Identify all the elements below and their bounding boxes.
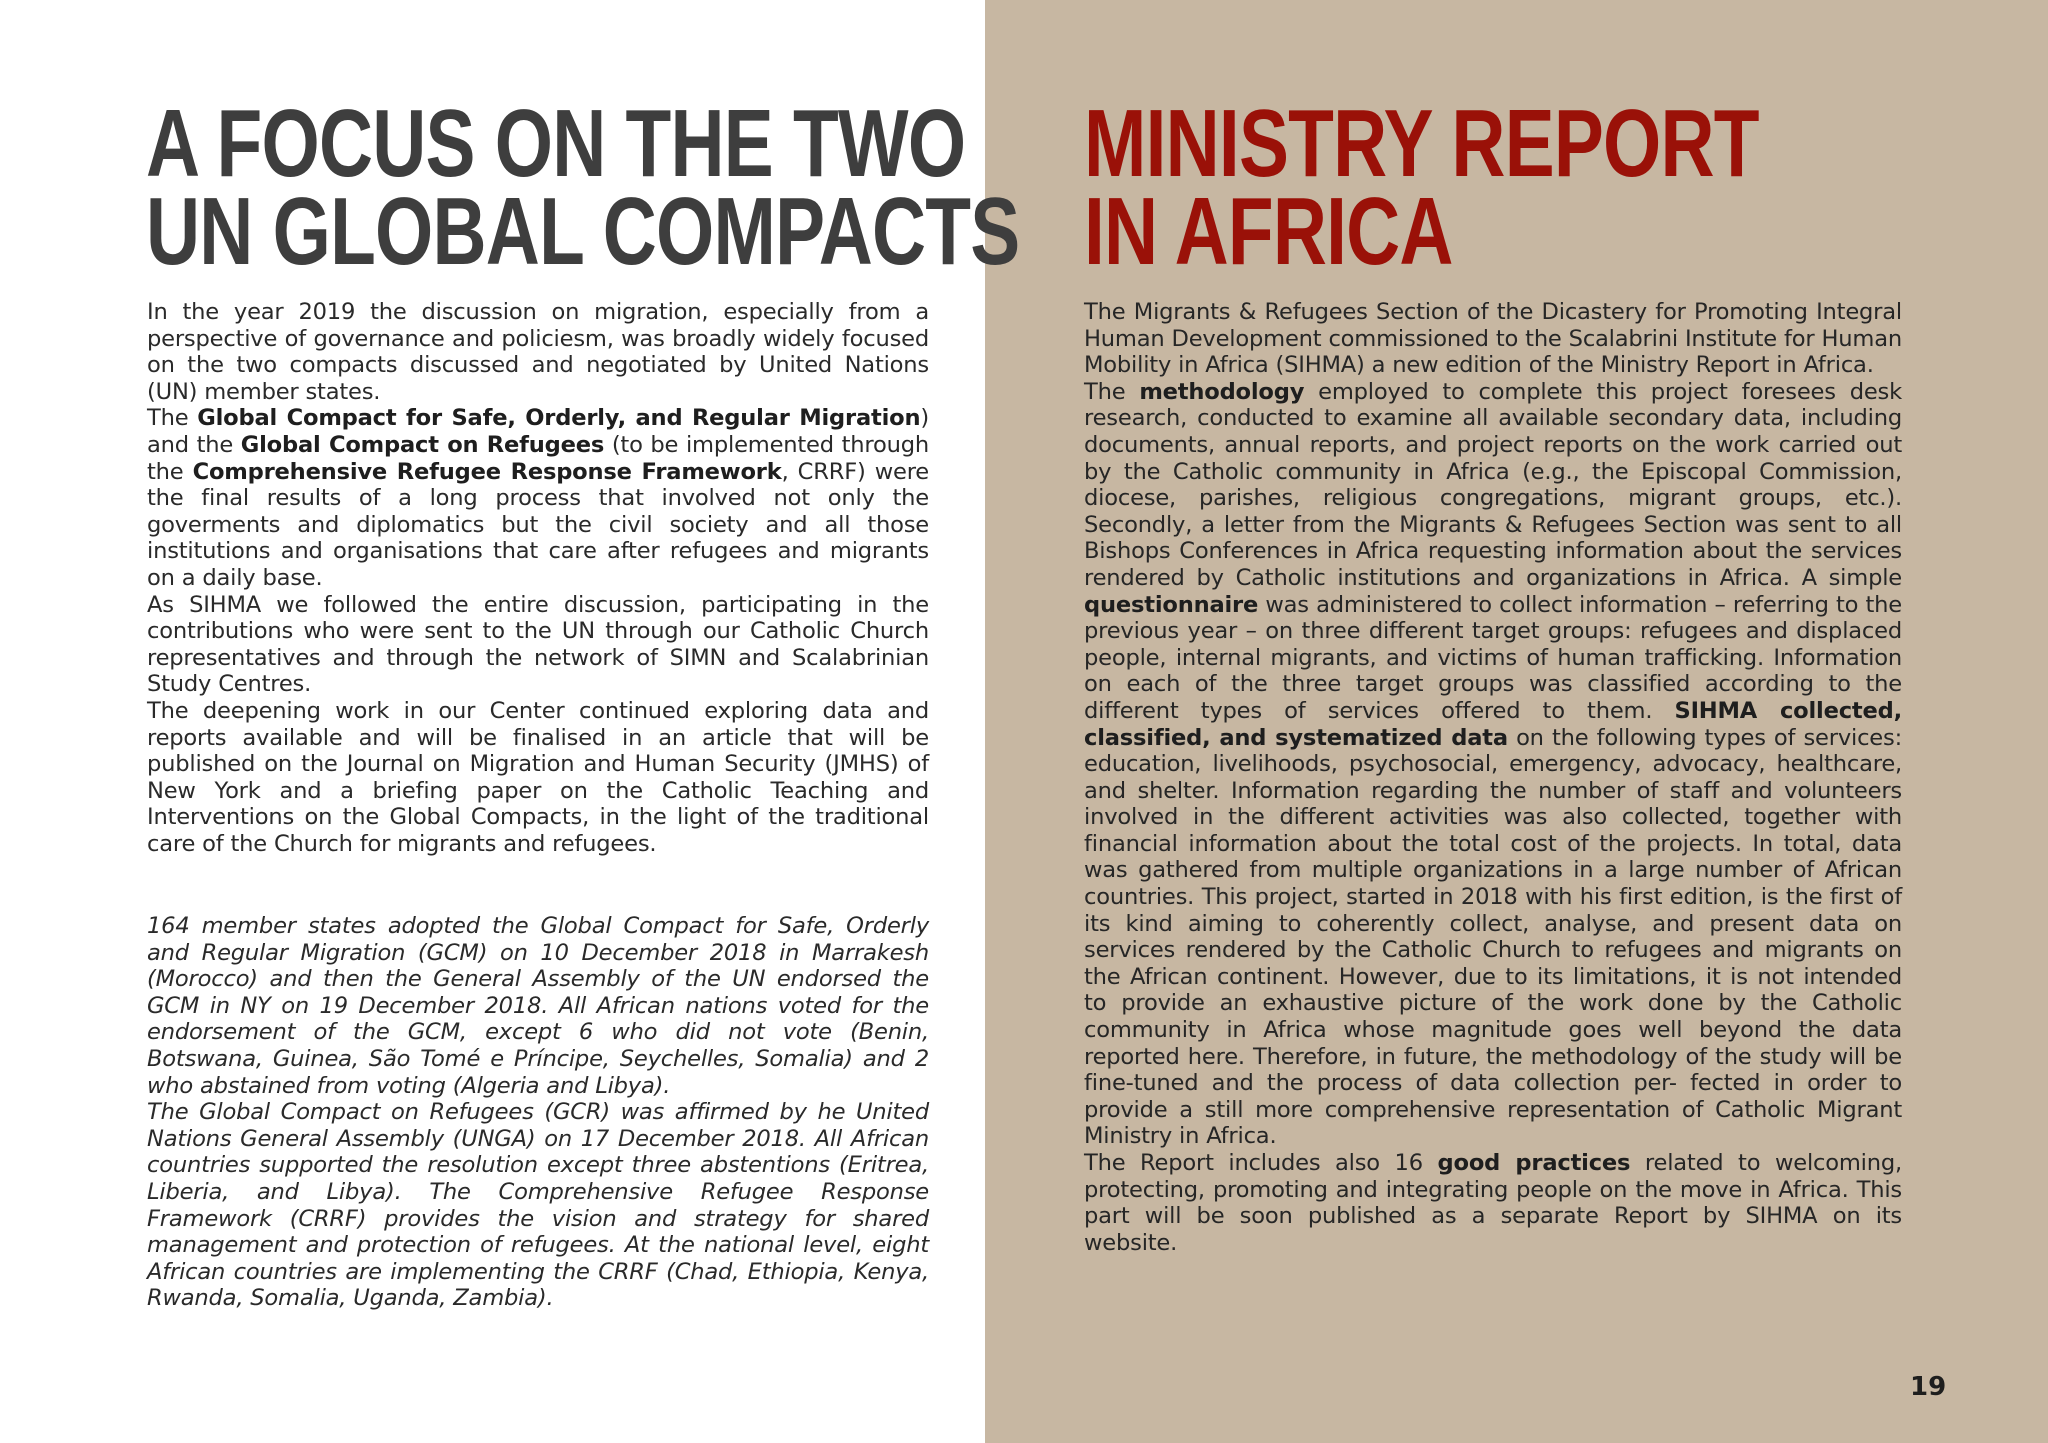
- crrf-bold-term: Comprehensive Refugee Response Framework: [192, 458, 782, 485]
- left-paragraph-3: As SIHMA we followed the entire discussion, participating in the contributions who were sent to the UN through our Catholic Church representatives and through the network of SIMN and Scalabrinian Study Centres.: [147, 591, 929, 698]
- italic-paragraph-1: 164 member states adopted the Global Compact for Safe, Orderly and Regular Migration (GCM) on 10 December 2018 in Marrakesh (Morocco) and then the General Assembly of the UN endorsed the GCM in NY on 19 December 2018. All African nations voted for the endorsement of the GCM, except 6 who did not vote (Benin, Botswana, Guinea, São Tomé e Príncipe, Seychelles, Somalia) and 2 who abstained from voting (Algeria and Libya).: [147, 913, 929, 1099]
- right-title-line-1: MINISTRY REPORT: [1084, 90, 1759, 197]
- right-title-line-2: IN AFRICA: [1084, 178, 1453, 285]
- left-title-line-1: A FOCUS ON THE TWO: [146, 90, 966, 197]
- text-run: employed to complete this project foresees desk research, conducted to examine all available secondary data, including documents, annual reports, and project reports on the work carried out by the Catholic community in Africa (e.g., the Episcopal Commission, diocese, parishes, religious congregations, migrant groups, etc.). Secondly, a letter from the Migrants & Refugees Section was sent to all Bishops Conferences in Africa requesting information about the services rendered by Catholic institutions and organizations in Africa. A simple: [1084, 378, 1902, 591]
- text-run: on the following types of services: education, livelihoods, psychosocial, emergency, advocacy, healthcare, and shelter. Information regarding the number of staff and volunteers involved in the different activities was also collected, together with financial information about the total cost of the projects. In total, data was gathered from multiple organizations in a large number of African countries. This project, started in 2018 with his first edition, is the first of its kind aiming to coherently collect, analyse, and present data on services rendered by the Catholic Church to refugees and migrants on the African continent. However, due to its limitations, it is not intended to provide an exhaustive picture of the work done by the Catholic community in Africa whose magnitude goes well beyond the data reported here. Therefore, in future, the methodology of the study will be fine-tuned and the process of data collection per- fected in order to provide a still more comprehensive representation of Catholic Migrant Ministry in Africa.: [1084, 724, 1902, 1150]
- right-page-title: [1084, 90, 1759, 285]
- text-run: related to welcoming, protecting, promoting and integrating people on the move in Africa. This part will be soon published as a separate Report by SIHMA on its website.: [1084, 1150, 1902, 1256]
- gcm-bold-term: Global Compact for Safe, Orderly, and Regular Migration: [197, 405, 921, 432]
- text-run: was administered to collect information – referring to the previous year – on three different target groups: refugees and displaced people, internal migrants, and victims of human trafficking. Information on each of the three target groups was classified according to the different types of services offered to them.: [1084, 591, 1902, 724]
- left-page-title: [146, 90, 1020, 285]
- gcr-bold-term: Global Compact on Refugees: [240, 431, 605, 458]
- sihma-collected-bold-term: SIHMA collected, classified, and systematized data: [1084, 697, 1902, 751]
- right-body-text: [1084, 299, 1902, 1256]
- left-paragraph-2: [147, 405, 929, 591]
- text-run: The Report includes also 16: [1084, 1150, 1438, 1176]
- italic-paragraph-2: The Global Compact on Refugees (GCR) was affirmed by he United Nations General Assembly (UNGA) on 17 December 2018. All African countries supported the resolution except three abstentions (Eritrea, Liberia, and Libya). The Comprehensive Refugee Response Framework (CRRF) provides the vision and strategy for shared management and protection of refugees. At the national level, eight African countries are implementing the CRRF (Chad, Ethiopia, Kenya, Rwanda, Somalia, Uganda, Zambia).: [147, 1099, 929, 1312]
- text-run: The: [147, 405, 198, 432]
- right-paragraph-1: The Migrants & Refugees Section of the Dicastery for Promoting Integral Human Development commissioned to the Scalabrini Institute for Human Mobility in Africa (SIHMA) a new edition of the Ministry Report in Africa.: [1084, 299, 1902, 379]
- left-title-line-2: UN GLOBAL COMPACTS: [146, 178, 1020, 285]
- left-body-text: [147, 299, 929, 857]
- methodology-bold-term: methodology: [1139, 378, 1305, 405]
- questionnaire-bold-term: questionnaire: [1084, 591, 1259, 618]
- text-run: (to be implemented through the: [147, 431, 929, 485]
- left-paragraph-4: The deepening work in our Center continued exploring data and reports available and will be finalised in an article that will be published on the Journal on Migration and Human Security (JMHS) of New York and a briefing paper on the Catholic Teaching and Interventions on the Global Compacts, in the light of the traditional care of the Church for migrants and refugees.: [147, 697, 929, 857]
- left-paragraph-1: In the year 2019 the discussion on migration, especially from a perspective of governance and policiesm, was broadly widely focused on the two compacts discussed and negotiated by United Nations (UN) member states.: [147, 299, 929, 405]
- text-run: ) and the: [147, 405, 929, 458]
- text-run: , CRRF) were the final results of a long process that involved not only the goverments and diplomatics but the civil society and all those institutions and organisations that care after refugees and migrants on a daily base.: [147, 458, 930, 591]
- page-number: 19: [1910, 1372, 1947, 1402]
- right-paragraph-3: [1084, 1150, 1902, 1256]
- right-paragraph-2: [1084, 379, 1902, 1150]
- text-run: The: [1084, 378, 1140, 405]
- left-italic-note: [147, 913, 929, 1312]
- good-practices-bold-term: good practices: [1437, 1150, 1631, 1176]
